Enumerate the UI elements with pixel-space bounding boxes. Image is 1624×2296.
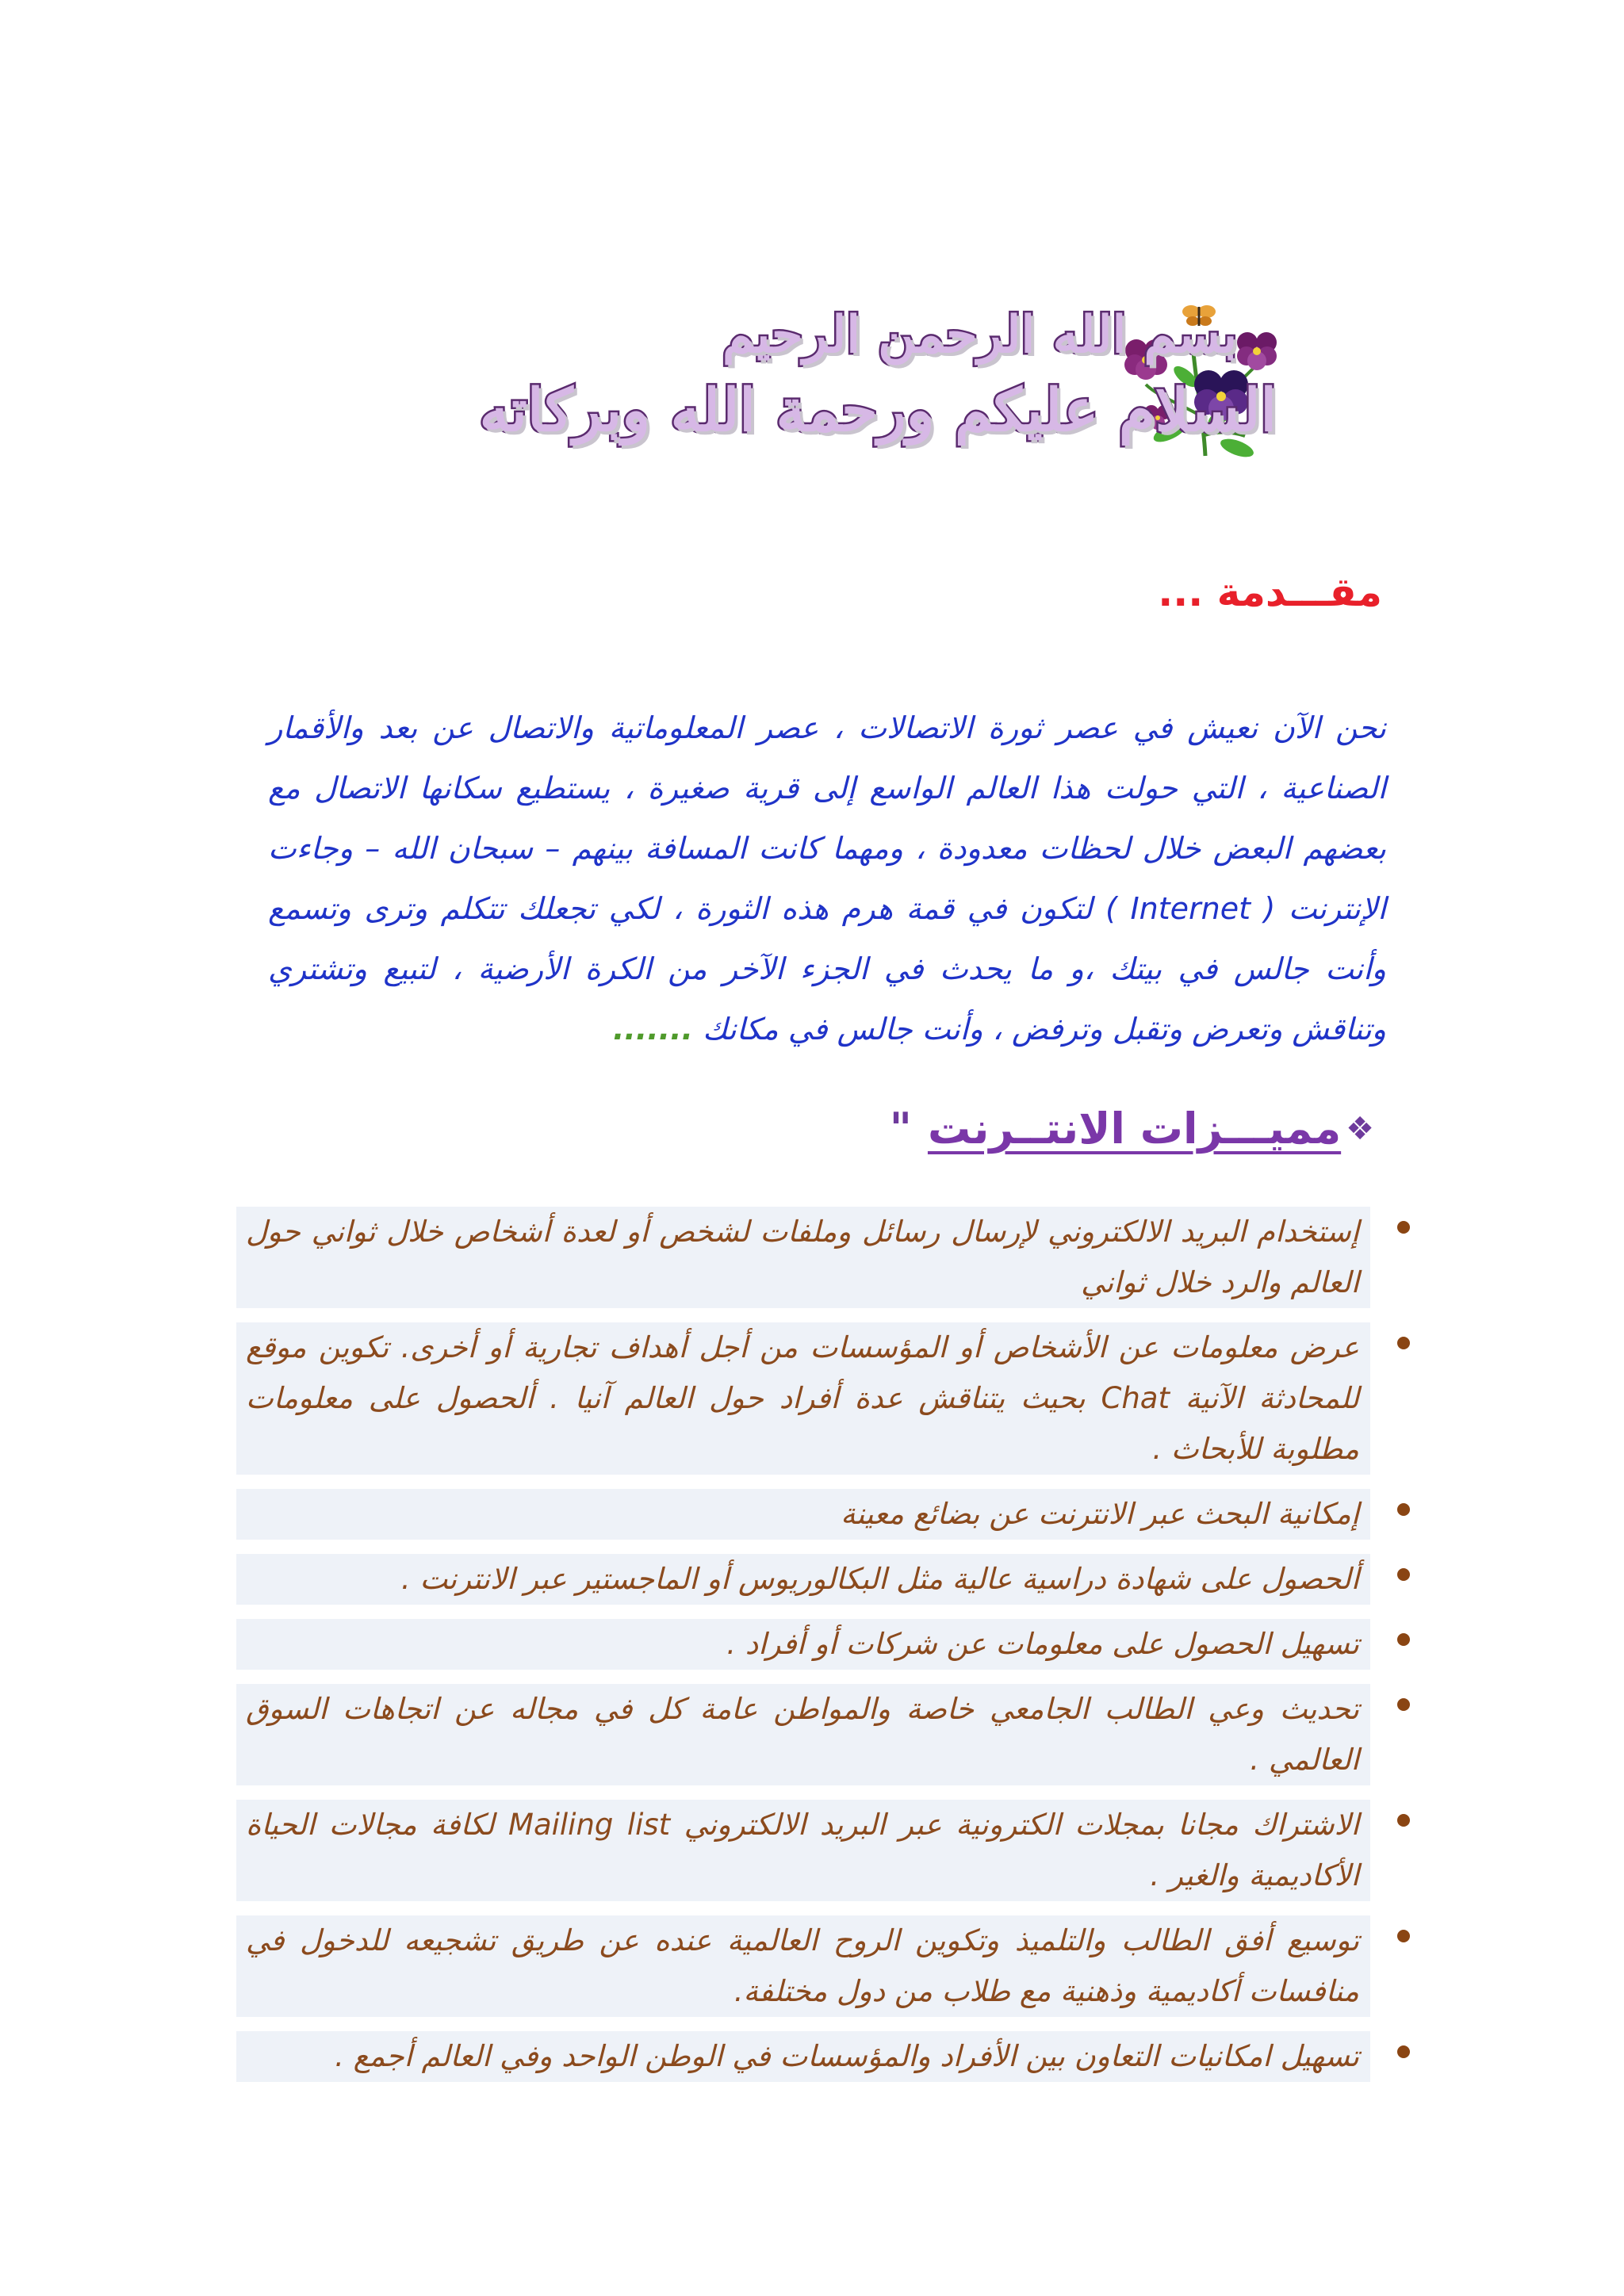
list-item bbox=[236, 1554, 1410, 1605]
list-item bbox=[236, 1684, 1410, 1785]
bullet-dot-icon bbox=[1397, 1568, 1410, 1581]
feature-text: تحديث وعي الطالب الجامعي خاصة والمواطن عامة كل في مجاله عن اتجاهات السوق العالمي . bbox=[236, 1684, 1370, 1785]
bullet-dot-icon bbox=[1397, 1337, 1410, 1349]
intro-ellipsis: ....... bbox=[612, 1012, 693, 1047]
bullet-dot-icon bbox=[1397, 1930, 1410, 1942]
features-list bbox=[236, 1207, 1410, 2096]
intro-paragraph bbox=[268, 698, 1386, 1059]
features-heading-text: مميـــزات الانتــرنت bbox=[927, 1104, 1342, 1154]
bullet-dot-icon bbox=[1397, 1221, 1410, 1234]
list-item bbox=[236, 1207, 1410, 1308]
bullet-dot-icon bbox=[1397, 1698, 1410, 1711]
list-item bbox=[236, 2031, 1410, 2082]
list-item bbox=[236, 1619, 1410, 1670]
list-item bbox=[236, 1489, 1410, 1540]
greeting-banner bbox=[230, 297, 1293, 464]
bullet-dot-icon bbox=[1397, 1814, 1410, 1827]
banner-greeting: السلام عليكم ورحمة الله وبركاته bbox=[479, 377, 1277, 445]
list-item bbox=[236, 1915, 1410, 2017]
diamond-bullet-icon: ❖ bbox=[1346, 1110, 1374, 1147]
feature-text: إمكانية البحث عبر الانترنت عن بضائع معينة bbox=[236, 1489, 1370, 1540]
feature-text: توسيع أفق الطالب والتلميذ وتكوين الروح العالمية عنده عن طريق تشجيعه للدخول في منافسات أكاديمية وذهنية مع طلاب من دول مختلفة. bbox=[236, 1915, 1370, 2017]
bullet-dot-icon bbox=[1397, 2045, 1410, 2058]
intro-text: نحن الآن نعيش في عصر ثورة الاتصالات ، عصر المعلوماتية والاتصال عن بعد والأقمار الصناعية ، التي حولت هذا العالم الواسع إلى قرية صغيرة ، يستطيع سكانها الاتصال مع بعضهم البعض خلال لحظات معدودة ، ومهما كانت المسافة بينهم – سبحان الله – وجاءت الإنترنت ( Internet ) لتكون في قمة هرم هذه الثورة ، لكي تجعلك تتكلم وترى وتسمع وأنت جالس في بيتك ،و ما يحدث في الجزء الآخر من الكرة الأرضية ، لتبيع وتشتري وتناقش وتعرض وتقبل وترفض ، وأنت جالس في مكانك bbox=[268, 710, 1386, 1047]
feature-text: تسهيل الحصول على معلومات عن شركات أو أفراد . bbox=[236, 1619, 1370, 1670]
features-heading-quote: " bbox=[889, 1104, 912, 1154]
features-heading bbox=[890, 1104, 1374, 1154]
bullet-dot-icon bbox=[1397, 1503, 1410, 1516]
feature-text: تسهيل امكانيات التعاون بين الأفراد والمؤسسات في الوطن الواحد وفي العالم أجمع . bbox=[236, 2031, 1370, 2082]
list-item bbox=[236, 1322, 1410, 1475]
bullet-dot-icon bbox=[1397, 1633, 1410, 1646]
feature-text: ألحصول على شهادة دراسية عالية مثل البكالوريوس أو الماجستير عبر الانترنت . bbox=[236, 1554, 1370, 1605]
list-item bbox=[236, 1800, 1410, 1901]
banner-basmala: بسم الله الرحمن الرحيم bbox=[722, 305, 1237, 365]
intro-title: مقـــدمة ... bbox=[1158, 569, 1382, 615]
feature-text: عرض معلومات عن الأشخاص أو المؤسسات من أجل أهداف تجارية أو أخرى. تكوين موقع للمحادثة الآنية Chat بحيث يتناقش عدة أفراد حول العالم آنيا . ألحصول على معلومات مطلوبة للأبحاث . bbox=[236, 1322, 1370, 1475]
feature-text: إستخدام البريد الالكتروني لإرسال رسائل وملفات لشخص أو لعدة أشخاص خلال ثواني حول العالم والرد خلال ثواني bbox=[236, 1207, 1370, 1308]
feature-text: الاشتراك مجانا بمجلات الكترونية عبر البريد الالكتروني Mailing list لكافة مجالات الحياة الأكاديمية والغير . bbox=[236, 1800, 1370, 1901]
